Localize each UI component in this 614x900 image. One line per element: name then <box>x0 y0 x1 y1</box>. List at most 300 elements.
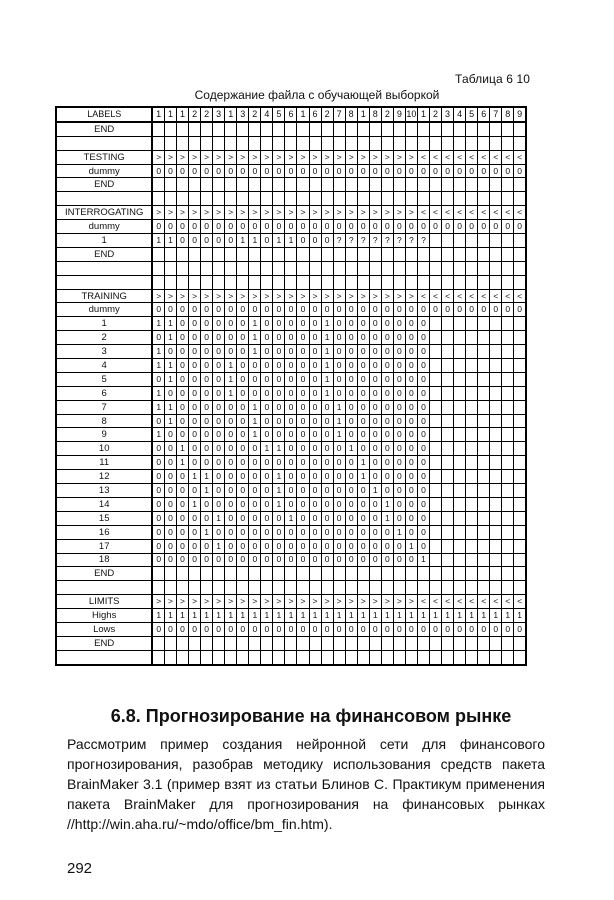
table-cell: 0 <box>429 303 441 317</box>
table-cell <box>393 178 405 192</box>
row-label-cell: dummy <box>56 164 152 178</box>
table-cell <box>309 122 321 136</box>
table-cell: 1 <box>285 511 297 525</box>
table-cell <box>201 567 213 581</box>
header-cell: 1 <box>152 107 164 122</box>
table-cell: 1 <box>201 484 213 498</box>
table-cell <box>225 650 237 664</box>
table-cell <box>502 317 514 331</box>
table-cell: > <box>357 206 369 220</box>
table-cell: 0 <box>345 164 357 178</box>
table-cell: 0 <box>273 414 285 428</box>
table-cell: 0 <box>237 456 249 470</box>
table-cell <box>514 192 526 206</box>
table-cell: 0 <box>285 372 297 386</box>
table-cell: 1 <box>152 234 164 248</box>
table-cell <box>466 539 478 553</box>
table-cell <box>405 650 417 664</box>
table-cell: 1 <box>357 470 369 484</box>
table-cell <box>514 428 526 442</box>
table-cell: 0 <box>381 317 393 331</box>
table-cell: 1 <box>261 442 273 456</box>
table-cell: 0 <box>405 386 417 400</box>
table-cell: < <box>514 150 526 164</box>
table-cell <box>261 581 273 595</box>
table-cell <box>454 456 466 470</box>
table-cell: 0 <box>249 525 261 539</box>
table-cell: > <box>333 206 345 220</box>
table-cell <box>417 136 429 150</box>
table-cell: 0 <box>369 539 381 553</box>
table-cell <box>514 359 526 373</box>
table-cell: 0 <box>333 331 345 345</box>
table-cell: 0 <box>177 622 189 636</box>
table-cell <box>164 567 176 581</box>
table-cell <box>213 650 225 664</box>
table-cell <box>333 650 345 664</box>
table-cell <box>405 567 417 581</box>
table-cell <box>249 261 261 275</box>
table-cell: 1 <box>321 345 333 359</box>
table-cell: 0 <box>393 497 405 511</box>
table-cell: 0 <box>285 470 297 484</box>
table-cell <box>514 386 526 400</box>
table-cell <box>490 414 502 428</box>
table-cell: 1 <box>237 609 249 623</box>
table-cell <box>309 178 321 192</box>
header-cell: 9 <box>514 107 526 122</box>
table-cell: ? <box>381 234 393 248</box>
table-cell: 0 <box>225 442 237 456</box>
table-cell: 0 <box>297 428 309 442</box>
table-cell: 0 <box>261 414 273 428</box>
table-cell <box>454 372 466 386</box>
table-cell: > <box>152 150 164 164</box>
table-cell <box>285 247 297 261</box>
table-cell: 0 <box>201 456 213 470</box>
table-cell: 0 <box>417 428 429 442</box>
table-cell: 0 <box>152 622 164 636</box>
table-cell: > <box>177 150 189 164</box>
table-cell <box>502 525 514 539</box>
table-cell: 0 <box>333 539 345 553</box>
table-cell <box>152 636 164 650</box>
table-cell: 1 <box>478 609 490 623</box>
table-cell: 1 <box>213 539 225 553</box>
table-cell <box>490 192 502 206</box>
table-cell <box>454 386 466 400</box>
table-cell: > <box>357 289 369 303</box>
table-cell <box>478 428 490 442</box>
row-label-cell: 12 <box>56 470 152 484</box>
table-cell: 0 <box>213 234 225 248</box>
table-cell: 0 <box>213 372 225 386</box>
table-row <box>56 609 526 623</box>
table-cell: 1 <box>249 414 261 428</box>
table-cell <box>213 178 225 192</box>
table-cell <box>285 275 297 289</box>
table-cell: ? <box>393 234 405 248</box>
table-row <box>56 345 526 359</box>
table-cell: 0 <box>405 331 417 345</box>
table-cell: 0 <box>285 428 297 442</box>
table-cell <box>429 525 441 539</box>
row-label-cell: LIMITS <box>56 595 152 609</box>
table-cell: < <box>502 206 514 220</box>
table-cell <box>502 650 514 664</box>
table-cell <box>333 581 345 595</box>
table-cell <box>177 192 189 206</box>
table-cell: 0 <box>393 359 405 373</box>
table-cell: 1 <box>189 470 201 484</box>
table-cell: 0 <box>201 414 213 428</box>
table-cell <box>478 178 490 192</box>
table-cell <box>429 442 441 456</box>
table-cell <box>381 275 393 289</box>
table-cell: 0 <box>177 164 189 178</box>
table-cell: 0 <box>225 497 237 511</box>
table-cell <box>490 497 502 511</box>
table-cell: > <box>152 595 164 609</box>
table-cell <box>213 636 225 650</box>
table-cell <box>478 525 490 539</box>
table-cell: 0 <box>405 345 417 359</box>
table-cell: 0 <box>369 303 381 317</box>
table-cell: 0 <box>345 345 357 359</box>
table-cell <box>297 567 309 581</box>
table-cell: 0 <box>345 511 357 525</box>
table-cell: 0 <box>309 456 321 470</box>
table-cell <box>502 511 514 525</box>
table-cell: 0 <box>333 442 345 456</box>
table-cell: 0 <box>417 511 429 525</box>
table-cell: 1 <box>152 317 164 331</box>
table-cell: 0 <box>405 303 417 317</box>
table-cell: 0 <box>261 359 273 373</box>
table-cell <box>237 650 249 664</box>
row-label-cell <box>56 136 152 150</box>
table-cell: 0 <box>309 539 321 553</box>
table-cell: 1 <box>273 609 285 623</box>
table-cell: 0 <box>369 456 381 470</box>
table-cell: 0 <box>189 511 201 525</box>
table-cell: 0 <box>357 511 369 525</box>
table-cell <box>261 136 273 150</box>
table-cell <box>442 567 454 581</box>
table-cell: 0 <box>249 553 261 567</box>
table-cell <box>417 178 429 192</box>
table-cell: 0 <box>405 622 417 636</box>
table-cell <box>478 484 490 498</box>
table-cell: 0 <box>454 303 466 317</box>
table-cell: 0 <box>213 303 225 317</box>
table-cell <box>381 247 393 261</box>
table-cell: 0 <box>381 553 393 567</box>
table-cell <box>164 192 176 206</box>
table-cell: 0 <box>381 525 393 539</box>
table-cell: 0 <box>297 317 309 331</box>
table-cell: < <box>429 595 441 609</box>
table-cell: 0 <box>273 428 285 442</box>
table-row <box>56 275 526 289</box>
table-cell <box>454 484 466 498</box>
table-cell: 0 <box>345 622 357 636</box>
table-cell <box>442 331 454 345</box>
table-cell: 0 <box>381 164 393 178</box>
table-cell: 0 <box>261 345 273 359</box>
table-cell: 0 <box>417 303 429 317</box>
table-cell: 0 <box>237 400 249 414</box>
table-cell <box>466 470 478 484</box>
table-cell: 1 <box>502 609 514 623</box>
table-cell: 0 <box>201 497 213 511</box>
table-cell: 0 <box>225 428 237 442</box>
table-cell: 0 <box>381 331 393 345</box>
table-cell <box>393 122 405 136</box>
table-cell: 0 <box>321 539 333 553</box>
table-cell: 0 <box>152 553 164 567</box>
table-cell: 0 <box>261 511 273 525</box>
table-cell <box>213 122 225 136</box>
table-cell <box>164 178 176 192</box>
table-cell: 0 <box>285 484 297 498</box>
table-cell <box>466 359 478 373</box>
table-cell: 0 <box>393 164 405 178</box>
table-cell <box>177 178 189 192</box>
table-cell: 0 <box>249 622 261 636</box>
table-cell: 1 <box>273 442 285 456</box>
table-row <box>56 220 526 234</box>
table-row <box>56 192 526 206</box>
row-label-cell <box>56 275 152 289</box>
table-title: Содержание файла с обучающей выборкой <box>194 88 440 102</box>
table-cell: 0 <box>273 622 285 636</box>
table-cell: 0 <box>454 164 466 178</box>
table-cell <box>189 636 201 650</box>
table-cell: 0 <box>225 484 237 498</box>
table-cell: 0 <box>152 497 164 511</box>
table-cell: 0 <box>369 372 381 386</box>
table-row <box>56 442 526 456</box>
table-cell <box>442 317 454 331</box>
table-cell: > <box>261 206 273 220</box>
table-row <box>56 470 526 484</box>
table-cell <box>333 247 345 261</box>
table-cell: > <box>249 150 261 164</box>
table-cell: 0 <box>345 470 357 484</box>
table-cell <box>429 497 441 511</box>
table-cell <box>189 247 201 261</box>
table-cell: 0 <box>152 164 164 178</box>
table-cell: 1 <box>345 442 357 456</box>
table-cell: 0 <box>381 386 393 400</box>
table-cell: 0 <box>225 539 237 553</box>
table-cell: < <box>502 150 514 164</box>
table-cell <box>261 178 273 192</box>
table-cell: 0 <box>237 622 249 636</box>
table-cell: 1 <box>405 609 417 623</box>
table-cell: 0 <box>417 497 429 511</box>
table-cell: ? <box>357 234 369 248</box>
table-cell <box>393 261 405 275</box>
table-cell <box>261 192 273 206</box>
header-cell: 5 <box>273 107 285 122</box>
table-cell <box>273 275 285 289</box>
table-cell: > <box>261 595 273 609</box>
table-cell <box>249 136 261 150</box>
table-cell <box>442 650 454 664</box>
table-row <box>56 359 526 373</box>
table-cell <box>369 636 381 650</box>
table-cell: 0 <box>225 331 237 345</box>
table-cell: 0 <box>177 331 189 345</box>
table-cell: 0 <box>177 470 189 484</box>
table-cell: 0 <box>381 428 393 442</box>
table-cell: < <box>429 206 441 220</box>
table-cell <box>502 428 514 442</box>
table-cell: 0 <box>249 456 261 470</box>
table-row <box>56 178 526 192</box>
table-cell <box>261 247 273 261</box>
table-cell: 0 <box>321 511 333 525</box>
table-cell <box>357 192 369 206</box>
table-cell <box>297 636 309 650</box>
table-row <box>56 650 526 664</box>
table-cell <box>466 581 478 595</box>
table-cell: 0 <box>369 317 381 331</box>
table-cell: 0 <box>273 456 285 470</box>
table-cell: 1 <box>285 234 297 248</box>
table-cell <box>514 345 526 359</box>
table-cell <box>369 261 381 275</box>
table-cell: 0 <box>369 331 381 345</box>
table-cell <box>429 345 441 359</box>
table-cell <box>321 192 333 206</box>
table-cell: < <box>466 150 478 164</box>
table-cell: 0 <box>381 303 393 317</box>
table-cell <box>285 650 297 664</box>
table-cell <box>381 636 393 650</box>
table-cell: > <box>393 206 405 220</box>
table-cell: 1 <box>164 359 176 373</box>
table-cell: 0 <box>405 470 417 484</box>
table-cell <box>454 192 466 206</box>
table-cell: 0 <box>333 359 345 373</box>
table-cell: > <box>309 206 321 220</box>
table-cell <box>502 456 514 470</box>
table-cell <box>164 581 176 595</box>
table-cell: > <box>309 150 321 164</box>
table-cell: 0 <box>309 345 321 359</box>
table-cell <box>502 261 514 275</box>
table-cell: 0 <box>369 359 381 373</box>
table-cell: 0 <box>514 303 526 317</box>
table-cell <box>357 178 369 192</box>
table-cell: 0 <box>357 497 369 511</box>
table-cell: 0 <box>333 345 345 359</box>
table-cell: 0 <box>309 497 321 511</box>
table-cell <box>478 372 490 386</box>
table-cell <box>321 581 333 595</box>
table-cell: 0 <box>309 470 321 484</box>
table-cell: > <box>273 206 285 220</box>
table-cell: 0 <box>381 539 393 553</box>
table-cell: 0 <box>357 400 369 414</box>
table-cell: 0 <box>201 386 213 400</box>
table-cell <box>442 581 454 595</box>
table-cell: 0 <box>237 414 249 428</box>
table-cell: 0 <box>297 470 309 484</box>
table-cell <box>225 122 237 136</box>
table-cell <box>478 317 490 331</box>
table-cell: < <box>466 206 478 220</box>
table-cell <box>514 442 526 456</box>
table-cell: 1 <box>225 609 237 623</box>
table-cell <box>442 511 454 525</box>
table-cell: 0 <box>177 428 189 442</box>
table-cell: 0 <box>417 164 429 178</box>
table-cell <box>405 275 417 289</box>
table-cell <box>442 636 454 650</box>
table-cell <box>393 247 405 261</box>
row-label-cell: 5 <box>56 372 152 386</box>
table-cell <box>429 386 441 400</box>
table-cell: 0 <box>237 372 249 386</box>
table-cell: > <box>393 595 405 609</box>
table-cell: 0 <box>478 303 490 317</box>
table-cell: 0 <box>393 428 405 442</box>
table-cell <box>237 581 249 595</box>
table-cell: 0 <box>189 414 201 428</box>
table-cell: 0 <box>514 220 526 234</box>
table-cell <box>177 275 189 289</box>
table-cell <box>502 359 514 373</box>
table-cell <box>249 650 261 664</box>
table-cell: > <box>273 289 285 303</box>
table-row <box>56 581 526 595</box>
table-cell <box>237 122 249 136</box>
table-cell: 0 <box>309 359 321 373</box>
table-cell: > <box>321 289 333 303</box>
table-cell <box>213 261 225 275</box>
table-cell <box>490 511 502 525</box>
table-cell: 0 <box>213 484 225 498</box>
table-cell: 0 <box>297 345 309 359</box>
table-cell <box>309 192 321 206</box>
table-row <box>56 317 526 331</box>
table-cell <box>309 136 321 150</box>
table-cell <box>164 636 176 650</box>
table-cell: 1 <box>237 234 249 248</box>
table-cell: 0 <box>393 372 405 386</box>
table-cell <box>369 275 381 289</box>
header-cell: 1 <box>417 107 429 122</box>
table-cell: 0 <box>164 386 176 400</box>
table-cell: 0 <box>237 511 249 525</box>
table-cell: 0 <box>189 345 201 359</box>
table-cell <box>321 636 333 650</box>
table-cell <box>321 178 333 192</box>
table-cell: 0 <box>357 442 369 456</box>
table-cell <box>177 247 189 261</box>
table-cell <box>478 122 490 136</box>
table-cell <box>429 331 441 345</box>
table-cell: 0 <box>321 164 333 178</box>
header-cell: 8 <box>369 107 381 122</box>
table-cell: 0 <box>249 484 261 498</box>
table-cell: 0 <box>393 386 405 400</box>
table-cell: 0 <box>309 511 321 525</box>
